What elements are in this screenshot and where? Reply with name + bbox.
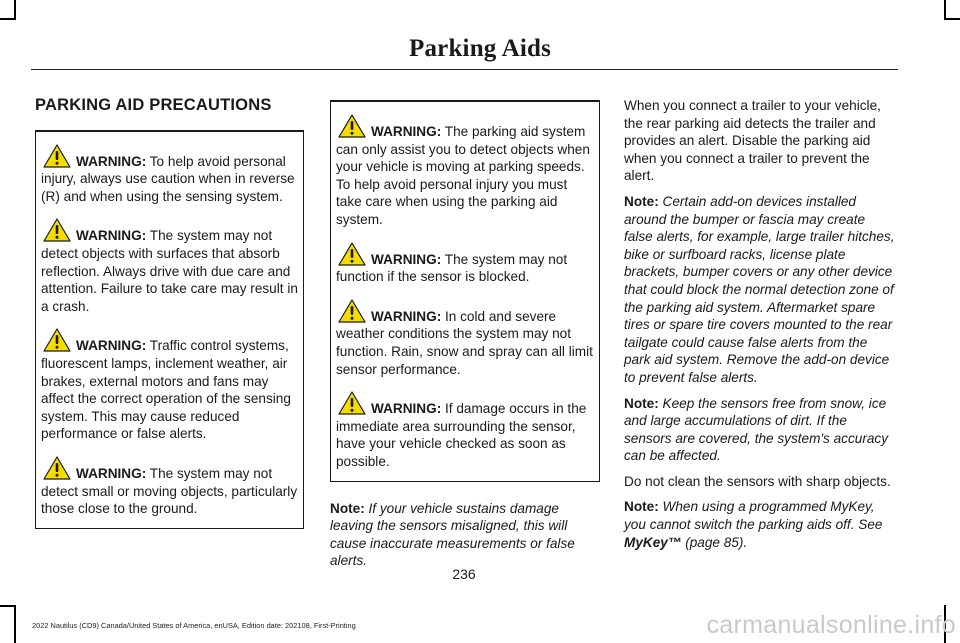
warning-text: The parking aid system can only assist you to detect objects when your vehicle is moving at parking speeds. To help avoid personal injury you must take care when using the parking aid system.: [336, 124, 590, 227]
warning-item: [336, 299, 595, 378]
note-paragraph: [330, 500, 600, 570]
warning-text: In cold and severe weather conditions the system may not function. Rain, snow and spray can all limit sensor performance.: [336, 308, 593, 377]
warning-label: WARNING:: [371, 308, 442, 324]
note-paragraph: [624, 193, 896, 387]
warning-triangle-icon: [338, 299, 366, 323]
note-text: Keep the sensors free from snow, ice and large accumulations of dirt. If the sensors are covered, the system's accuracy can be affected.: [624, 395, 889, 464]
warning-text: The system may not function if the sensor is blocked.: [336, 251, 568, 285]
page-number: 236: [452, 566, 476, 582]
warning-text: The system may not detect objects with surfaces that absorb reflection. Always drive with due care and attention. Failure to take care may result in a crash.: [41, 228, 298, 314]
note-paragraph: [624, 498, 896, 551]
crop-mark: [0, 605, 16, 607]
warning-box-2: [330, 100, 600, 482]
warning-item: [41, 328, 299, 443]
note-text: When using a programmed MyKey, you cannot switch the parking aids off. See: [624, 499, 883, 533]
warning-triangle-icon: [338, 242, 366, 266]
warning-label: WARNING:: [371, 251, 442, 267]
warning-text: Traffic control systems, fluorescent lamps, inclement weather, air brakes, external motors and fans may affect the correct operation of the sensing system. This may cause reduced performance or false alerts.: [41, 338, 291, 442]
warning-label: WARNING:: [76, 338, 147, 354]
column-2: [330, 97, 600, 578]
warning-item: [41, 218, 299, 315]
footer-edition-text: 2022 Nautilus (CD9) Canada/United States of America, enUSA, Edition date: 202108, First-Printing: [32, 621, 356, 630]
warning-triangle-icon: [43, 218, 71, 242]
warning-item: [336, 114, 595, 229]
page-header-title: Parking Aids: [408, 35, 552, 62]
warning-text: If damage occurs in the immediate area surrounding the sensor, have your vehicle checked as soon as possible.: [336, 401, 587, 469]
note-label: Note:: [624, 499, 659, 515]
crop-mark: [944, 18, 960, 20]
warning-triangle-icon: [43, 456, 71, 480]
warning-triangle-icon: [43, 328, 71, 352]
warning-item: [41, 144, 299, 206]
column-3: [624, 97, 896, 559]
column-1: [35, 97, 304, 529]
warning-text: To help avoid personal injury, always use caution when in reverse (R) and when using the sensing system.: [41, 153, 295, 204]
section-heading: PARKING AID PRECAUTIONS: [35, 96, 272, 114]
crop-mark: [944, 0, 946, 20]
page-reference: (page 85).: [681, 534, 748, 550]
warning-item: [336, 391, 595, 470]
warning-triangle-icon: [338, 391, 366, 415]
note-text: If your vehicle sustains damage leaving the sensors misaligned, this will cause inaccurate measurements or false alerts.: [330, 500, 575, 569]
body-paragraph: When you connect a trailer to your vehicle, the rear parking aid detects the trailer and provides an alert. Disable the parking aid when you connect a trailer to prevent the alert.: [624, 98, 881, 184]
warning-label: WARNING:: [76, 228, 147, 244]
warning-label: WARNING:: [76, 465, 147, 481]
header-divider: [31, 69, 898, 70]
watermark: carmanualsonline.info: [706, 611, 956, 639]
crop-mark: [14, 0, 16, 20]
crop-mark: [0, 18, 16, 20]
crop-mark: [14, 605, 16, 643]
warning-label: WARNING:: [371, 401, 442, 417]
body-paragraph: Do not clean the sensors with sharp objects.: [624, 473, 891, 489]
warning-triangle-icon: [43, 144, 71, 168]
note-paragraph: [624, 395, 896, 465]
warning-item: [336, 242, 595, 286]
warning-text: The system may not detect small or moving objects, particularly those close to the ground.: [41, 465, 298, 517]
note-label: Note:: [624, 395, 659, 411]
warning-box-1: [35, 130, 304, 529]
warning-item: [41, 456, 299, 518]
note-text: Certain add-on devices installed around the bumper or fascia may create false alerts, for example, large trailer hitches, bike or surfboard racks, license plate brackets, bumper covers or any other device that could block the normal detection zone of the parking aid system. Aftermarket spare tires or spare tire covers mounted to the rear tailgate could cause false alerts from the park aid system. Remove the add-on device to prevent false alerts.: [624, 193, 895, 385]
mykey-link[interactable]: MyKey™: [624, 534, 682, 550]
note-label: Note:: [624, 193, 659, 209]
warning-label: WARNING:: [371, 124, 442, 139]
note-label: Note:: [330, 500, 365, 516]
warning-label: WARNING:: [76, 153, 147, 169]
warning-triangle-icon: [338, 114, 366, 138]
